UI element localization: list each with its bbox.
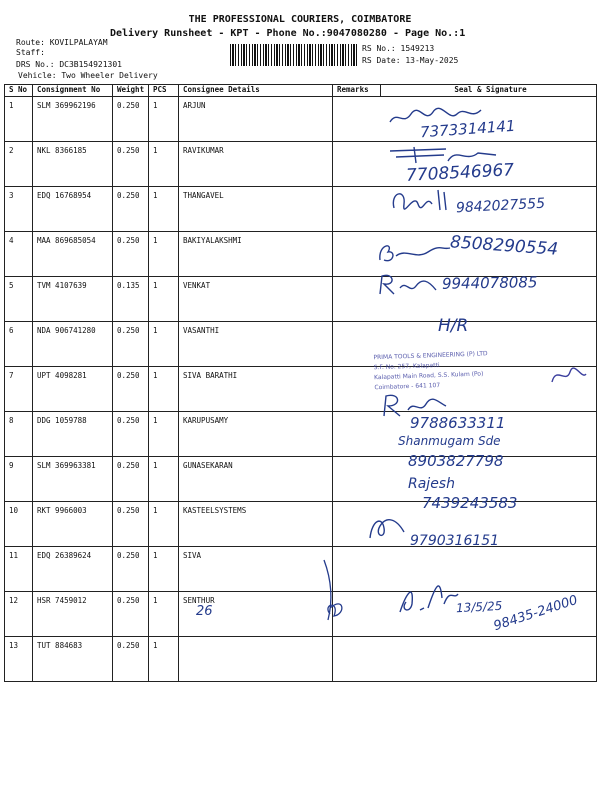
row-weight: 0.250 [113, 637, 149, 682]
row-consignee: RAVIKUMAR [179, 142, 333, 187]
row-sno: 8 [5, 412, 33, 457]
route-label: Route: KOVILPALAYAM [16, 38, 108, 47]
row-sno: 12 [5, 592, 33, 637]
header-consignment: Consignment No [33, 85, 113, 97]
signature-row-7 [548, 364, 588, 388]
rs-number: RS No.: 1549213 [362, 44, 435, 53]
row-sno: 6 [5, 322, 33, 367]
signature-row-11 [366, 514, 410, 542]
row-consignment: TVM 4107639 [33, 277, 113, 322]
row-consignee: VENKAT [179, 277, 333, 322]
row-pcs: 1 [149, 412, 179, 457]
row-consignee: VASANTHI [179, 322, 333, 367]
row-sno: 13 [5, 637, 33, 682]
row-pcs: 1 [149, 142, 179, 187]
handwritten-phone-10: 7439243583 [422, 494, 518, 512]
row-consignee: KASTEELSYSTEMS [179, 502, 333, 547]
stamp-line-1: PRIMA TOOLS & ENGINEERING (P) LTD [373, 350, 488, 362]
row-pcs: 1 [149, 592, 179, 637]
row-consignment: RKT 9966003 [33, 502, 113, 547]
row-sno: 9 [5, 457, 33, 502]
header-pcs: PCS [149, 85, 179, 97]
handwritten-hr: H/R [438, 316, 469, 336]
document-title: THE PROFESSIONAL COURIERS, COIMBATORE [188, 14, 412, 25]
row-consignee [179, 637, 333, 682]
row-weight: 0.250 [113, 232, 149, 277]
row-consignee: SIVA [179, 547, 333, 592]
header-consignee: Consignee Details [179, 85, 333, 97]
row-sno: 1 [5, 97, 33, 142]
row-remarks [333, 637, 381, 682]
row-weight: 0.250 [113, 547, 149, 592]
header-signature: Seal & Signature [381, 85, 597, 97]
handwritten-phone-8: 9788633311 [410, 414, 506, 432]
row-consignment: DDG 1059788 [33, 412, 113, 457]
row-consignment: EDQ 26389624 [33, 547, 113, 592]
row-consignment: HSR 7459012 [33, 592, 113, 637]
row-pcs: 1 [149, 232, 179, 277]
handwritten-phone-9: 8903827798 [408, 452, 504, 470]
row-consignment: TUT 884683 [33, 637, 113, 682]
row-weight: 0.250 [113, 457, 149, 502]
row-sno: 3 [5, 187, 33, 232]
handwritten-date-13: 13/5/25 [455, 598, 503, 616]
row-remarks [333, 457, 381, 502]
handwritten-phone-11: 9790316151 [410, 533, 500, 549]
row-signature [381, 637, 597, 682]
row-consignment: SLM 369962196 [33, 97, 113, 142]
staff-label: Staff: [16, 48, 45, 57]
row-consignee: GUNASEKARAN [179, 457, 333, 502]
row-consignee: KARUPUSAMY [179, 412, 333, 457]
signature-row-4 [376, 238, 456, 266]
row-weight: 0.250 [113, 322, 149, 367]
header-remarks: Remarks [333, 85, 381, 97]
row-remarks [333, 277, 381, 322]
stamp-line-2: S.F. No. 257, Kalapatti [373, 361, 440, 372]
table-header-row [5, 85, 597, 97]
handwritten-phone-2: 7708546967 [405, 160, 515, 186]
row-pcs: 1 [149, 322, 179, 367]
barcode [230, 44, 358, 66]
row-consignee: SIVA BARATHI [179, 367, 333, 412]
row-weight: 0.250 [113, 97, 149, 142]
signature-row-5 [376, 272, 442, 298]
handwritten-phone-4: 8508290554 [449, 232, 559, 260]
row-consignment: NKL 8366185 [33, 142, 113, 187]
row-consignment: UPT 4098281 [33, 367, 113, 412]
row-sno: 10 [5, 502, 33, 547]
handwritten-phone-5: 9944078085 [441, 273, 538, 293]
row-remarks [333, 97, 381, 142]
row-pcs: 1 [149, 502, 179, 547]
row-sno: 5 [5, 277, 33, 322]
signature-row-1 [385, 106, 485, 128]
row-pcs: 1 [149, 277, 179, 322]
row-weight: 0.250 [113, 502, 149, 547]
row-consignee: ARJUN [179, 97, 333, 142]
row-pcs: 1 [149, 187, 179, 232]
stamp-line-4: Coimbatore - 641 107 [374, 381, 441, 392]
row-remarks [333, 232, 381, 277]
handwritten-note-13: 26 [196, 604, 213, 619]
row-sno: 4 [5, 232, 33, 277]
handwritten-name-9: Shanmugam Sde [398, 434, 501, 448]
row-weight: 0.250 [113, 412, 149, 457]
handwritten-phone-1: 7373314141 [419, 116, 516, 142]
signature-row-13 [392, 574, 462, 618]
row-consignment: SLM 369963381 [33, 457, 113, 502]
row-weight: 0.135 [113, 277, 149, 322]
signature-row-3 [388, 186, 458, 214]
row-pcs: 1 [149, 97, 179, 142]
document-subtitle: Delivery Runsheet - KPT - Phone No.:9047080280 - Page No.:1 [110, 28, 466, 39]
row-consignee: SENTHUR [179, 592, 333, 637]
row-sno: 7 [5, 367, 33, 412]
row-pcs: 1 [149, 457, 179, 502]
row-pcs: 1 [149, 637, 179, 682]
signature-row-12 [300, 556, 360, 626]
handwritten-name-10: Rajesh [408, 476, 455, 492]
drs-number: DRS No.: DC3B154921301 [16, 60, 122, 69]
table-row [5, 412, 597, 457]
row-weight: 0.250 [113, 592, 149, 637]
table-row [5, 637, 597, 682]
row-weight: 0.250 [113, 142, 149, 187]
row-consignee: BAKIYALAKSHMI [179, 232, 333, 277]
row-consignment: NDA 906741280 [33, 322, 113, 367]
row-consignment: EDQ 16768954 [33, 187, 113, 232]
handwritten-phone-3: 9842027555 [455, 195, 546, 217]
row-weight: 0.250 [113, 187, 149, 232]
row-sno: 2 [5, 142, 33, 187]
row-pcs: 1 [149, 547, 179, 592]
rs-date: RS Date: 13-May-2025 [362, 56, 459, 65]
row-consignment: MAA 869685054 [33, 232, 113, 277]
row-weight: 0.250 [113, 367, 149, 412]
row-sno: 11 [5, 547, 33, 592]
handwritten-phone-13: 98435-24000 [491, 592, 580, 635]
row-consignee: THANGAVEL [179, 187, 333, 232]
row-pcs: 1 [149, 367, 179, 412]
stamp-line-3: Kalapatti Main Road, S.S. Kulam (Po) [373, 370, 484, 382]
header-weight: Weight [113, 85, 149, 97]
row-remarks [333, 142, 381, 187]
row-remarks [333, 412, 381, 457]
row-remarks [333, 187, 381, 232]
header-sno: S No [5, 85, 33, 97]
vehicle-label: Vehicle: Two Wheeler Delivery [18, 71, 158, 80]
